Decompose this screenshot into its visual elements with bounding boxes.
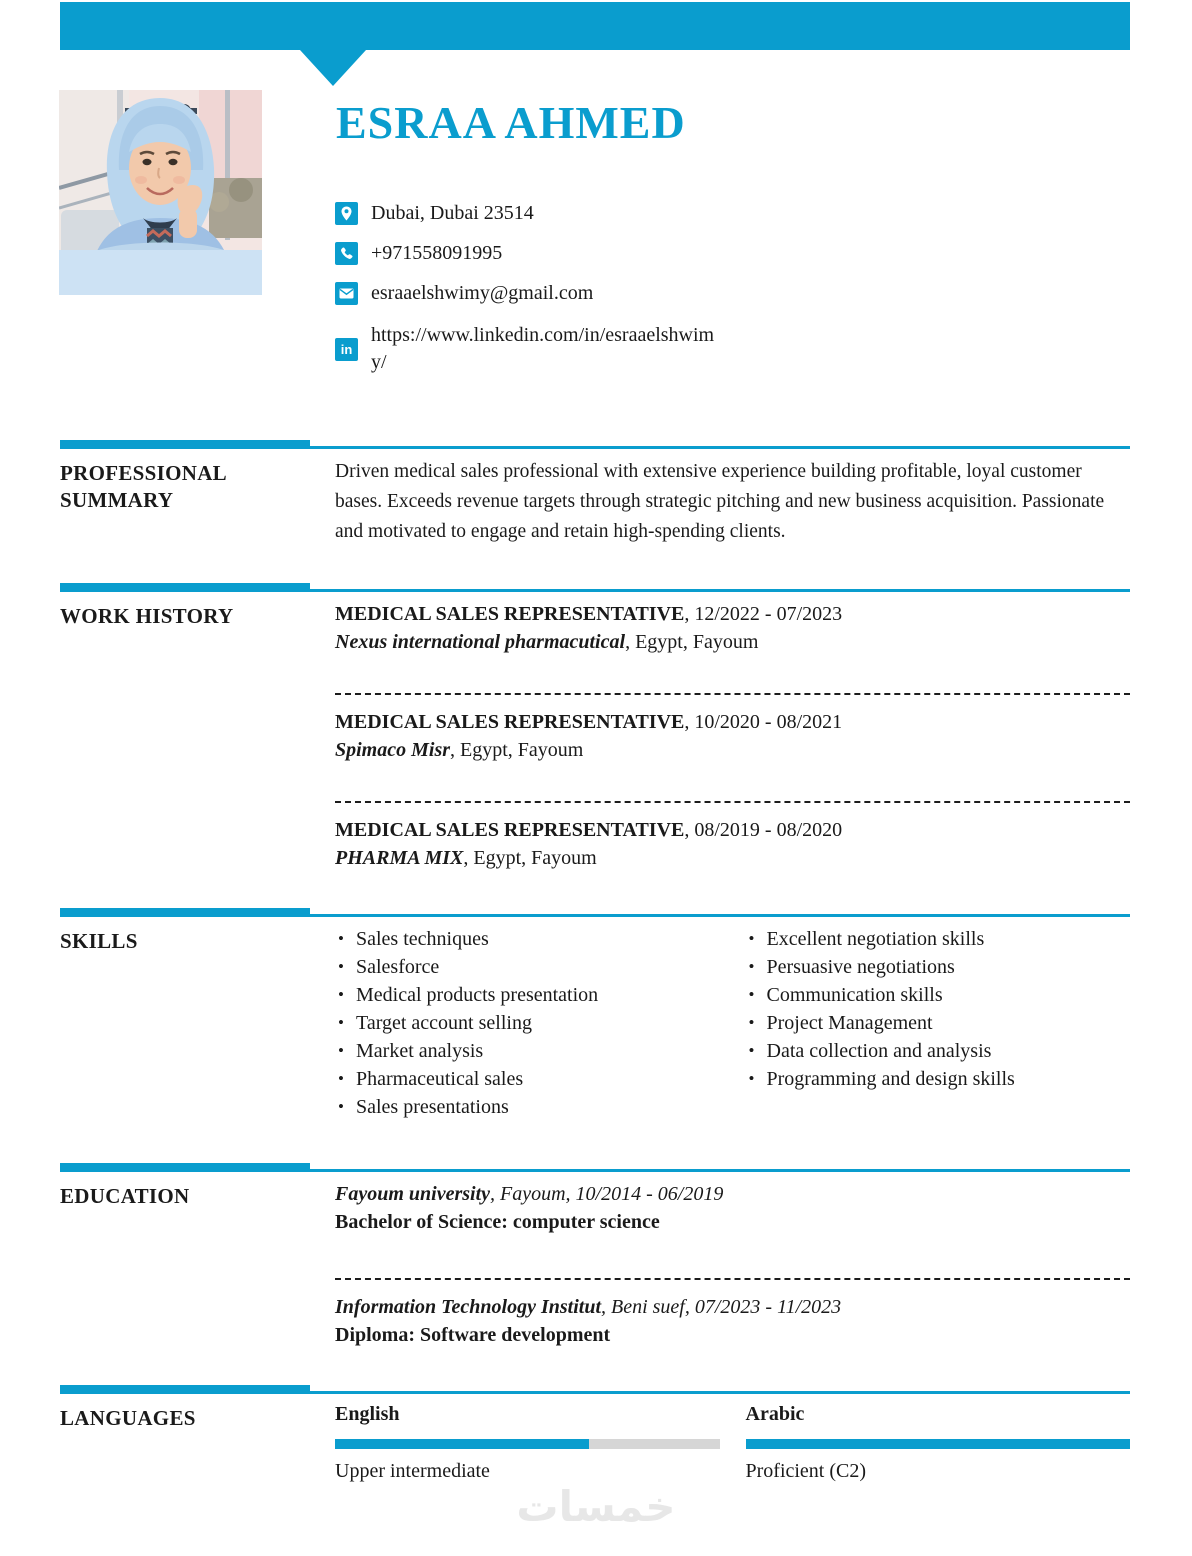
language-progress-fill	[746, 1439, 1131, 1449]
job-company: Spimaco Misr	[335, 739, 451, 761]
linkedin-icon-glyph: in	[340, 341, 353, 357]
skill-item: • Excellent negotiation skills	[746, 925, 1131, 953]
skill-item: • Programming and design skills	[746, 1065, 1131, 1093]
skill-item: • Data collection and analysis	[746, 1037, 1131, 1065]
skill-item: • Salesforce	[335, 953, 720, 981]
language-progress-track	[746, 1439, 1131, 1449]
job-location: , Egypt, Fayoum	[625, 631, 759, 653]
section-rule-thick	[60, 440, 310, 449]
skills-column-right	[746, 925, 1131, 1121]
job-location: , Egypt, Fayoum	[463, 847, 597, 869]
job-dates: , 08/2019 - 08/2020	[684, 819, 843, 841]
khamsat-watermark: خمسات	[516, 1482, 676, 1531]
section-work-history	[60, 583, 1130, 872]
job-company-line	[335, 844, 1130, 872]
language-name: Arabic	[745, 1403, 805, 1425]
banner-tail-shape	[300, 50, 366, 86]
section-education	[60, 1163, 1130, 1349]
job-entry	[335, 600, 1130, 656]
skill-item: • Persuasive negotiations	[746, 953, 1131, 981]
section-rule-thin	[310, 914, 1130, 917]
job-company-line	[335, 736, 1130, 764]
linkedin-text: https://www.linkedin.com/in/esraaelshwimy/	[371, 324, 715, 373]
skill-item: • Sales presentations	[335, 1093, 720, 1121]
skills-title: SKILLS	[60, 929, 138, 953]
job-company: Nexus international pharmacutical	[335, 631, 626, 653]
location-text: Dubai, Dubai 23514	[371, 202, 534, 224]
job-entry	[335, 816, 1130, 872]
contact-list	[335, 202, 735, 393]
dashed-separator	[335, 1278, 1130, 1280]
skill-item: • Pharmaceutical sales	[335, 1065, 720, 1093]
job-entry	[335, 708, 1130, 764]
skill-item: • Target account selling	[335, 1009, 720, 1037]
contact-location	[335, 202, 735, 225]
education-school-line	[335, 1293, 1130, 1321]
section-rule-thin	[310, 589, 1130, 592]
contact-linkedin	[335, 322, 735, 376]
education-title: EDUCATION	[60, 1184, 190, 1208]
section-rule-thick	[60, 1385, 310, 1394]
skill-item: • Sales techniques	[335, 925, 720, 953]
section-rule	[60, 1163, 1130, 1172]
section-rule-thick	[60, 1163, 310, 1172]
job-role: MEDICAL SALES REPRESENTATIVE	[335, 819, 685, 841]
top-banner-bar	[60, 2, 1130, 50]
language-name: English	[335, 1403, 400, 1425]
phone-text: +971558091995	[371, 242, 503, 264]
job-dates: , 12/2022 - 07/2023	[684, 603, 843, 625]
person-name: ESRAA AHMED	[336, 97, 686, 148]
location-pin-icon	[335, 202, 358, 225]
section-rule-thin	[310, 1169, 1130, 1172]
section-rule	[60, 583, 1130, 592]
language-progress-track	[335, 1439, 720, 1449]
section-rule	[60, 1385, 1130, 1394]
skills-columns	[335, 925, 1130, 1121]
language-item	[746, 1402, 1131, 1483]
job-role: MEDICAL SALES REPRESENTATIVE	[335, 603, 685, 625]
summary-text: Driven medical sales professional with extensive experience building profitable, loyal customer bases. Exceeds revenue targets through strategic pitching and new business acquisition. Passionate and motivated to engage and retain high-spending clients.	[335, 461, 1105, 542]
email-text: esraaelshwimy@gmail.com	[371, 282, 594, 304]
section-rule-thick	[60, 583, 310, 592]
language-progress-fill	[335, 1439, 589, 1449]
language-item	[335, 1402, 720, 1483]
job-dates: , 10/2020 - 08/2021	[684, 711, 843, 733]
education-entries	[335, 1180, 1130, 1349]
languages-title: LANGUAGES	[60, 1406, 196, 1430]
phone-icon	[335, 242, 358, 265]
education-school-line	[335, 1180, 1130, 1208]
job-role: MEDICAL SALES REPRESENTATIVE	[335, 711, 685, 733]
education-meta: , Fayoum, 10/2014 - 06/2019	[490, 1183, 724, 1205]
section-skills	[60, 908, 1130, 1121]
section-languages	[60, 1385, 1130, 1483]
education-field: : computer science	[501, 1211, 660, 1233]
skill-item: • Market analysis	[335, 1037, 720, 1065]
work-entries	[335, 600, 1130, 872]
skill-item: • Communication skills	[746, 981, 1131, 1009]
languages-grid	[335, 1402, 1130, 1483]
language-level: Proficient (C2)	[745, 1460, 867, 1482]
job-role-line	[335, 708, 1130, 736]
education-degree: Bachelor of Science	[335, 1211, 502, 1233]
section-rule	[60, 908, 1130, 917]
section-professional-summary	[60, 440, 1130, 547]
education-field: : Software development	[408, 1324, 611, 1346]
job-location: , Egypt, Fayoum	[450, 739, 584, 761]
job-role-line	[335, 600, 1130, 628]
education-degree-line	[335, 1321, 1130, 1349]
skill-item: • Medical products presentation	[335, 981, 720, 1009]
work-title: WORK HISTORY	[60, 604, 234, 628]
education-school: Information Technology Institut	[335, 1296, 601, 1318]
section-rule-thin	[310, 1391, 1130, 1394]
dashed-separator	[335, 693, 1130, 695]
education-degree: Diploma	[335, 1324, 409, 1346]
contact-email	[335, 282, 735, 305]
contact-phone	[335, 242, 735, 265]
job-role-line	[335, 816, 1130, 844]
skills-column-left	[335, 925, 720, 1121]
education-degree-line	[335, 1208, 1130, 1236]
email-icon	[335, 282, 358, 305]
section-rule	[60, 440, 1130, 449]
education-school: Fayoum university	[335, 1183, 491, 1205]
section-rule-thin	[310, 446, 1130, 449]
job-company: PHARMA MIX	[335, 847, 464, 869]
job-company-line	[335, 628, 1130, 656]
language-level: Upper intermediate	[335, 1460, 490, 1482]
linkedin-icon	[335, 338, 358, 361]
profile-photo	[59, 90, 262, 295]
skill-item: • Project Management	[746, 1009, 1131, 1037]
dashed-separator	[335, 801, 1130, 803]
education-entry	[335, 1293, 1130, 1349]
education-entry	[335, 1180, 1130, 1236]
education-meta: , Beni suef, 07/2023 - 11/2023	[601, 1296, 842, 1318]
section-rule-thick	[60, 908, 310, 917]
summary-title: PROFESSIONAL SUMMARY	[60, 461, 226, 513]
